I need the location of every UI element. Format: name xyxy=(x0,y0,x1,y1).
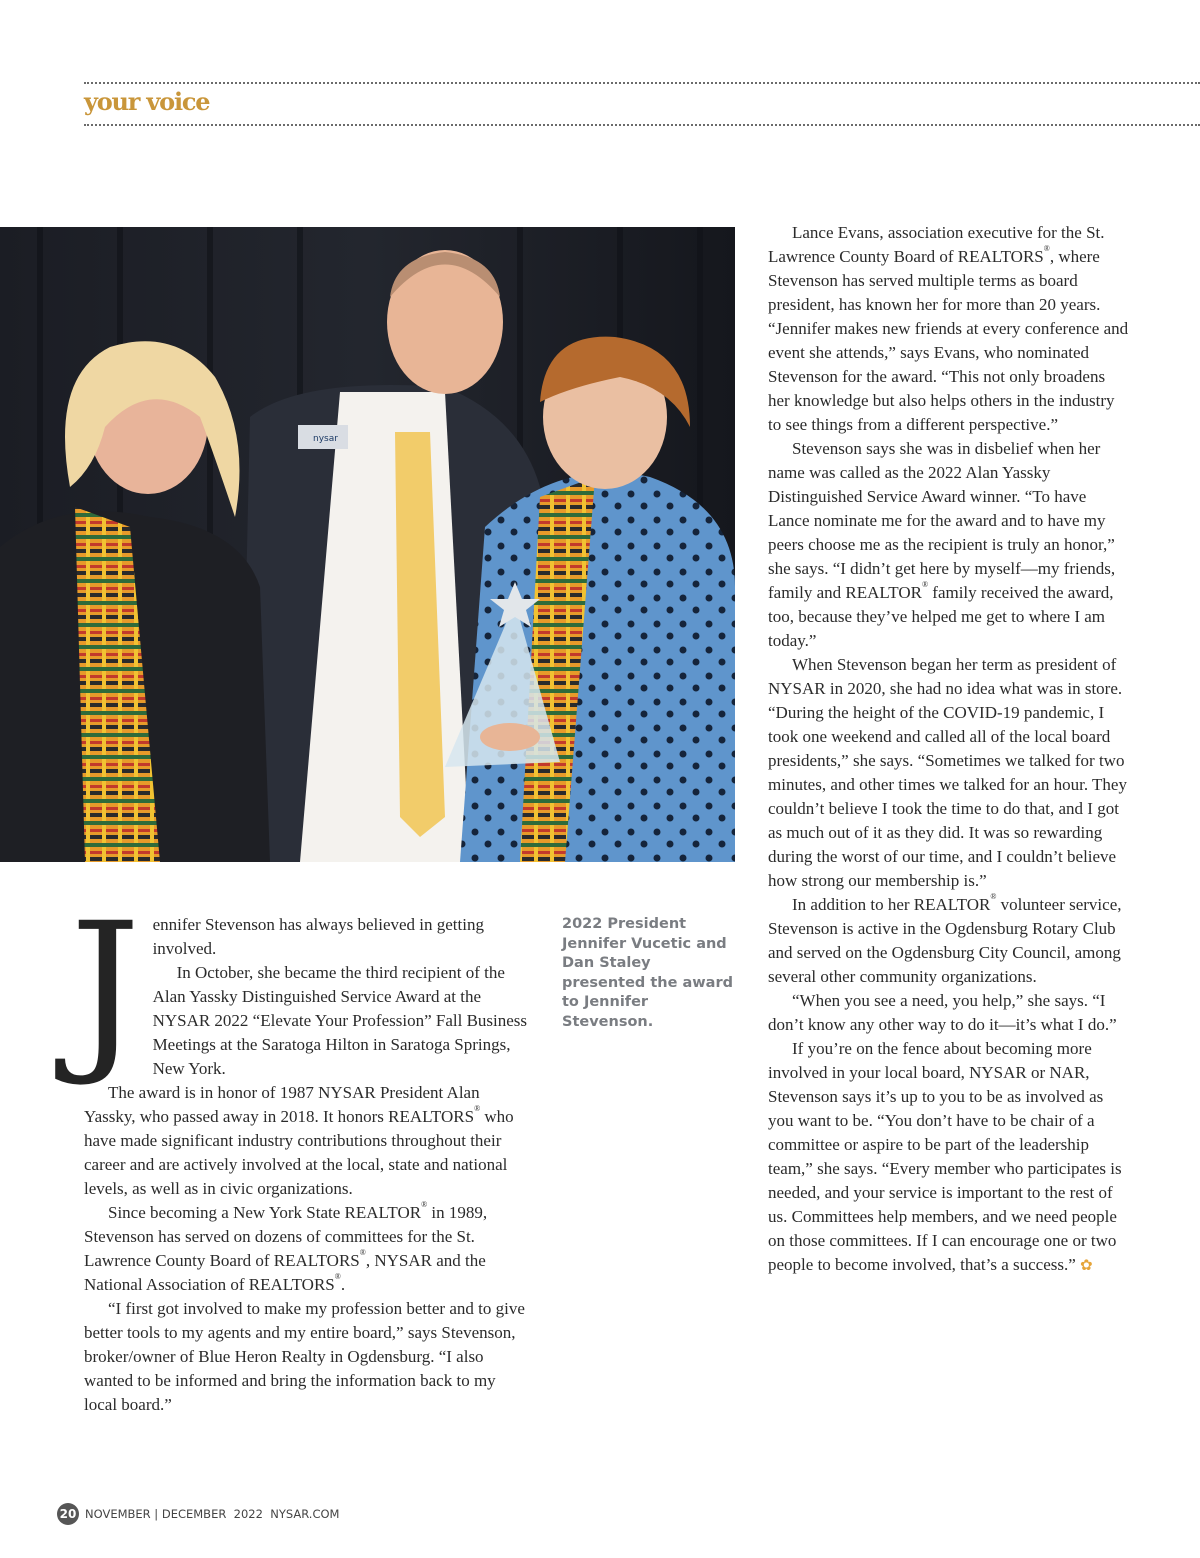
article-paragraph: In October, she became the third recipient of the Alan Yassky Distinguished Service Award at the NYSAR 2022 “Elevate Your Profession” Fall Business Meetings at the Saratoga Hilton in Saratoga Springs, New York. xyxy=(152,963,528,1078)
end-mark-icon: ✿ xyxy=(1080,1256,1093,1274)
registered-mark: ® xyxy=(990,892,997,901)
registered-mark: ® xyxy=(334,1272,341,1281)
page-number: 20 xyxy=(57,1503,79,1525)
award-photo-illustration xyxy=(0,227,735,862)
photo-caption: 2022 President Jennifer Vucetic and Dan Staley presented the award to Jennifer Stevenson. xyxy=(562,916,733,1030)
article-paragraph: “I first got involved to make my profession better and to give better tools to my agents and my entire board,” says Stevenson, broker/owner of Blue Heron Realty in Ogdensburg. “I also wanted to be informed and bring the information back to my local board.” xyxy=(84,1299,525,1414)
article-column-left xyxy=(70,885,532,1417)
article-paragraph: Lance Evans, association executive for the St. Lawrence County Board of REALTORS®, where Stevenson has served multiple terms as board president, has known her for more than 20 years. “Jennifer makes new friends at every conference and event she attends,” says Evans, who nominated Stevenson for the award. “This not only broadens her knowledge but also helps others in the industry to see things from a different perspective.” xyxy=(768,223,1129,434)
site-url: NYSAR.COM xyxy=(270,1507,340,1521)
article-paragraph: In addition to her REALTOR® volunteer service, Stevenson is active in the Ogdensburg Rotary Club and served on the Ogdensburg City Council, among several other community organizations. xyxy=(768,892,1122,986)
registered-mark: ® xyxy=(1043,244,1050,253)
section-dotted-rule xyxy=(84,124,1200,126)
page-footer xyxy=(57,1503,339,1525)
registered-mark: ® xyxy=(421,1200,428,1209)
article-paragraph: “When you see a need, you help,” she says. “I don’t know any other way to do it—it’s what I do.” xyxy=(768,991,1117,1034)
article-paragraph: Since becoming a New York State REALTOR® in 1989, Stevenson has served on dozens of committees for the St. Lawrence County Board of REALTORS®, NYSAR and the National Association of REALTORS®. xyxy=(84,1200,488,1294)
article-paragraph: The award is in honor of 1987 NYSAR President Alan Yassky, who passed away in 2018. It honors REALTORS® who have made significant industry contributions throughout their career and are actively involved at the local, state and national levels, as well as in civic organizations. xyxy=(84,1083,514,1198)
article-paragraph-text: If you’re on the fence about becoming more involved in your local board, NYSAR or NAR, Stevenson says it’s up to you to be as involved as you want to be. “You don’t have to be chair of a committee or aspire to be part of the leadership team,” she says. “Every member who participates is needed, and your service is important to the rest of us. Committees help members, and we need people on those committees. If I can encourage one or two people to become involved, that’s a success.” xyxy=(768,1039,1122,1274)
registered-mark: ® xyxy=(921,580,929,589)
name-badge-text: nysar xyxy=(313,434,338,444)
article-column-right xyxy=(768,221,1130,1277)
lead-paragraph-text: ennifer Stevenson has always believed in getting involved. xyxy=(152,915,484,958)
article-paragraph: Stevenson says she was in disbelief when her name was called as the 2022 Alan Yassky Distinguished Service Award winner. “To have Lance nominate me for the award and to have my peers choose me as the recipient is truly an honor,” she says. “I didn’t get here by myself—my friends, family and REALTOR® family received the award, too, because they’ve helped me get to where I am today.” xyxy=(768,439,1116,650)
section-title: your voice xyxy=(84,87,210,116)
top-dotted-rule xyxy=(84,82,1200,84)
footer-spacer xyxy=(263,1507,270,1521)
registered-mark: ® xyxy=(359,1248,366,1257)
drop-cap: J xyxy=(70,885,141,1090)
article-paragraph-last xyxy=(768,1037,1130,1277)
issue-date: NOVEMBER | DECEMBER 2022 xyxy=(85,1507,263,1521)
registered-mark: ® xyxy=(474,1104,481,1113)
article-paragraph: When Stevenson began her term as president of NYSAR in 2020, she had no idea what was in store. “During the height of the COVID-19 pandemic, I took one weekend and called all of the local board presidents,” she says. “Sometimes we talked for two minutes, and other times we talked for an hour. They couldn’t believe I took the time to do that, and I got as much out of it as they did. It was so rewarding during the worst of our time, and I couldn’t believe how strong our membership is.” xyxy=(768,655,1127,890)
award-photo xyxy=(0,227,735,862)
